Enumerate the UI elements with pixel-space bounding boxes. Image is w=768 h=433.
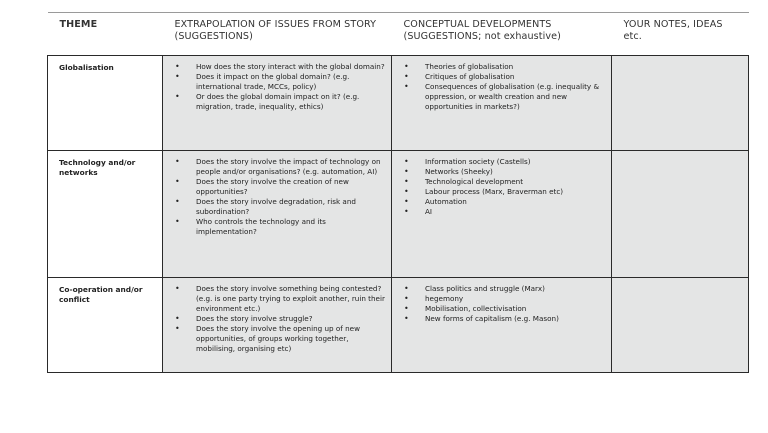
- list-item: • Does the story involve struggle?: [174, 314, 385, 324]
- list-item: • Consequences of globalisation (e.g. inequality & oppression, or wealth creation and new opportunities in markets?): [403, 82, 605, 112]
- issues-list: [174, 157, 385, 237]
- list-item: • Does the story involve the opening up of new opportunities, of groups working together, mobilising, organising etc): [174, 324, 385, 354]
- list-item: • Class politics and struggle (Marx): [403, 284, 605, 294]
- themes-table: [47, 12, 749, 373]
- list-item: • Or does the global domain impact on it? (e.g. migration, trade, inequality, ethics): [174, 92, 385, 112]
- header-theme: THEME: [48, 13, 163, 56]
- theme-cell: Globalisation: [48, 56, 163, 151]
- table-header-row: [48, 13, 749, 56]
- list-item: • Information society (Castells): [403, 157, 605, 167]
- header-extrapolation: EXTRAPOLATION OF ISSUES FROM STORY (SUGGESTIONS): [163, 13, 392, 56]
- list-item: • New forms of capitalism (e.g. Mason): [403, 314, 605, 324]
- table-row: [48, 151, 749, 278]
- list-item: • Labour process (Marx, Braverman etc): [403, 187, 605, 197]
- list-item: • Critiques of globalisation: [403, 72, 605, 82]
- list-item: • Mobilisation, collectivisation: [403, 304, 605, 314]
- issues-list: [174, 284, 385, 354]
- list-item: • Automation: [403, 197, 605, 207]
- concepts-list: [403, 284, 605, 324]
- theme-cell: Technology and/or networks: [48, 151, 163, 278]
- list-item: • hegemony: [403, 294, 605, 304]
- list-item: • Technological development: [403, 177, 605, 187]
- table-row: [48, 56, 749, 151]
- list-item: • Does the story involve the creation of new opportunities?: [174, 177, 385, 197]
- list-item: • Does the story involve something being contested? (e.g. is one party trying to exploit another, ruin their environment etc.): [174, 284, 385, 314]
- list-item: • Theories of globalisation: [403, 62, 605, 72]
- notes-cell[interactable]: [612, 151, 749, 278]
- issues-cell: [163, 56, 392, 151]
- concepts-cell: [392, 278, 612, 373]
- header-conceptual: CONCEPTUAL DEVELOPMENTS (SUGGESTIONS; not exhaustive): [392, 13, 612, 56]
- notes-cell[interactable]: [612, 56, 749, 151]
- concepts-cell: [392, 56, 612, 151]
- issues-cell: [163, 278, 392, 373]
- list-item: • Does the story involve degradation, risk and subordination?: [174, 197, 385, 217]
- theme-cell: Co-operation and/or conflict: [48, 278, 163, 373]
- concepts-list: [403, 62, 605, 112]
- table-row: [48, 278, 749, 373]
- list-item: • Does the story involve the impact of technology on people and/or organisations? (e.g. automation, AI): [174, 157, 385, 177]
- list-item: • How does the story interact with the global domain?: [174, 62, 385, 72]
- issues-cell: [163, 151, 392, 278]
- concepts-list: [403, 157, 605, 217]
- list-item: • AI: [403, 207, 605, 217]
- concepts-cell: [392, 151, 612, 278]
- notes-cell[interactable]: [612, 278, 749, 373]
- header-notes: YOUR NOTES, IDEAS etc.: [612, 13, 749, 56]
- list-item: • Who controls the technology and its implementation?: [174, 217, 385, 237]
- list-item: • Networks (Sheeky): [403, 167, 605, 177]
- list-item: • Does it impact on the global domain? (e.g. international trade, MCCs, policy): [174, 72, 385, 92]
- issues-list: [174, 62, 385, 112]
